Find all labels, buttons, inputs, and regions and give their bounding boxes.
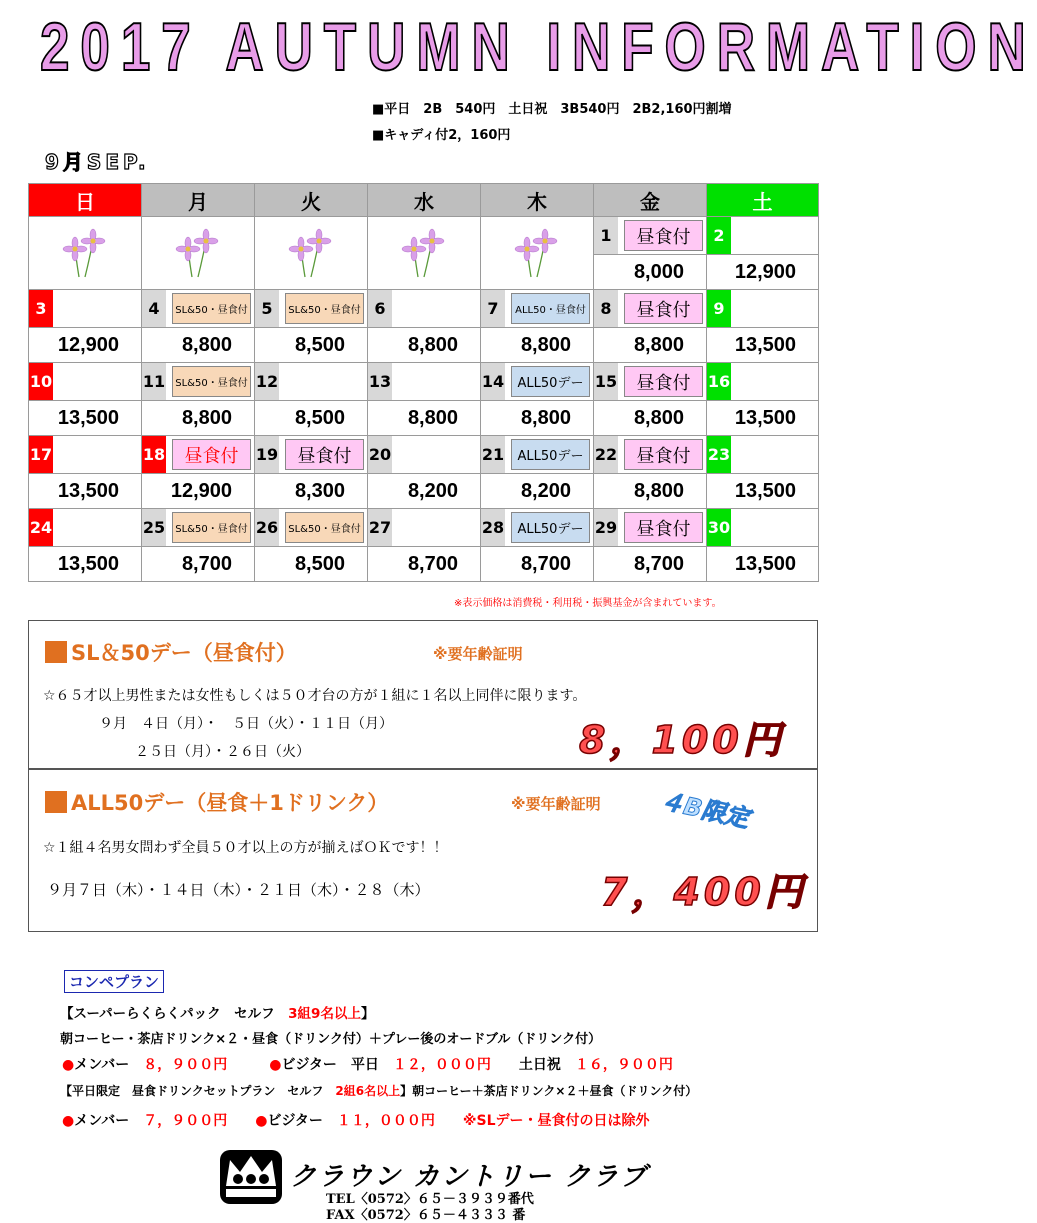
bullet-icon: ● [255,1113,268,1129]
day-cell [481,509,594,547]
day-number: 11 [142,363,166,400]
calendar [28,183,819,582]
plan1-title: 【スーパーらくらくパック セルフ 3組9名以上】 [60,1006,375,1022]
day-cell [29,363,142,401]
day-price: 13,500 [707,328,819,363]
day-cell [707,436,819,474]
day-header: 木 [481,184,594,217]
empty-day-cell [481,217,594,290]
day-number: 9 [707,290,731,327]
day-cell [29,290,142,328]
day-price: 8,800 [142,401,255,436]
day-price: 8,700 [142,547,255,582]
4b-limited-badge: ４B限定 [657,786,752,834]
day-price: 13,500 [707,474,819,509]
day-cell [594,436,707,474]
square-icon [45,791,67,813]
day-price: 8,200 [481,474,594,509]
cosmos-flower-icon [281,227,341,279]
sl50-section [28,620,818,770]
day-price: 13,500 [707,401,819,436]
day-cell [142,363,255,401]
compe-plan-title: コンペプラン [64,970,164,993]
empty-day-cell [255,217,368,290]
day-price: 8,000 [594,255,707,290]
day-number: 24 [29,509,53,546]
sl50-requirement: ※要年齢証明 [433,645,523,663]
empty-day-cell [368,217,481,290]
day-cell [481,290,594,328]
day-price: 8,800 [481,401,594,436]
day-price: 8,700 [481,547,594,582]
day-number: 15 [594,363,618,400]
day-cell [594,363,707,401]
day-number: 29 [594,509,618,546]
plan-badge: SL&50・昼食付 [172,366,251,397]
square-icon [45,641,67,663]
day-cell [481,436,594,474]
bullet-icon: ● [62,1057,75,1073]
day-cell [255,436,368,474]
month-label: 9月SEP. [45,150,150,174]
day-number: 27 [368,509,392,546]
plan-badge: SL&50・昼食付 [285,512,364,543]
plan-badge: 昼食付 [624,220,703,251]
plan-badge: 昼食付 [172,439,251,470]
day-cell [255,290,368,328]
all50-dates: ９月７日（木）・１４日（木）・２１日（木）・２８（木） [47,881,430,899]
sl50-heading: SL＆50デー（昼食付） [45,637,297,667]
plan1-description: 朝コーヒー・茶店ドリンク×２・昼食（ドリンク付）＋プレー後のオードブル（ドリンク付） [60,1032,602,1047]
plan-badge: SL&50・昼食付 [285,293,364,324]
all50-requirement: ※要年齢証明 [511,795,601,813]
plan-badge: 昼食付 [624,293,703,324]
plan-badge: 昼食付 [624,512,703,543]
plan-badge: 昼食付 [285,439,364,470]
all50-price: 7，400円 [601,870,807,914]
day-cell [707,509,819,547]
day-cell [142,436,255,474]
plan-badge: ALL50デー [511,366,590,397]
bullet-icon: ● [269,1057,282,1073]
day-price: 8,800 [594,474,707,509]
day-price: 8,800 [368,401,481,436]
day-header: 月 [142,184,255,217]
club-name: クラウン カントリー クラブ [290,1162,649,1192]
day-cell [594,217,707,255]
sl50-dates-1: ９月 ４日（月）・ ５日（火）・１１日（月） [99,716,393,732]
plan1-prices: ●メンバー ８，９００円 ●ビジター 平日 １２，０００円 土日祝 １６，９００円 [62,1057,673,1073]
plan-badge: ALL50デー [511,512,590,543]
day-price: 8,800 [142,328,255,363]
plan-badge: 昼食付 [624,366,703,397]
day-price: 8,800 [594,328,707,363]
cosmos-flower-icon [394,227,454,279]
plan-badge: SL&50・昼食付 [172,512,251,543]
plan2-prices: ●メンバー ７，９００円 ●ビジター １１，０００円 ※SLデー・昼食付の日は除外 [62,1113,650,1129]
day-cell [707,217,819,255]
day-number: 3 [29,290,53,327]
all50-description: ☆１組４名男女問わず全員５０才以上の方が揃えばＯＫです！！ [43,840,448,856]
day-cell [368,509,481,547]
day-number: 12 [255,363,279,400]
tax-note: ※表示価格は消費税・利用税・振興基金が含まれています。 [454,598,722,609]
day-number: 1 [594,217,618,254]
day-header: 火 [255,184,368,217]
day-number: 19 [255,436,279,473]
rate-info-line-1: ■平日 2B 540円 土日祝 3B540円 2B2,160円割増 [372,102,732,117]
day-price: 8,500 [255,547,368,582]
rate-info-line-2: ■キャディ付2，160円 [372,128,511,143]
club-fax: FAX〈0572〉６５－４３３３ 番 [326,1208,526,1223]
day-number: 25 [142,509,166,546]
plan2-title: 【平日限定 昼食ドリンクセットプラン セルフ 2組6名以上】朝コーヒー＋茶店ドリンク×２＋昼食（ドリンク付） [60,1084,698,1098]
all50-heading: ALL50デー（昼食＋1ドリンク） [45,787,388,817]
sl50-price: 8，100円 [579,718,785,762]
day-cell [594,290,707,328]
day-number: 28 [481,509,505,546]
day-price: 13,500 [707,547,819,582]
day-price: 8,300 [255,474,368,509]
plan-badge: ALL50デー [511,439,590,470]
day-cell [707,363,819,401]
day-number: 13 [368,363,392,400]
day-cell [368,363,481,401]
day-cell [29,436,142,474]
crown-logo-icon [218,1146,284,1206]
plan-badge: SL&50・昼食付 [172,293,251,324]
day-number: 22 [594,436,618,473]
day-number: 26 [255,509,279,546]
day-price: 12,900 [142,474,255,509]
day-cell [368,290,481,328]
sl50-description: ☆６５才以上男性または女性もしくは５０才台の方が１組に１名以上同伴に限ります。 [43,688,587,704]
day-number: 8 [594,290,618,327]
day-number: 17 [29,436,53,473]
day-price: 12,900 [29,328,142,363]
day-number: 20 [368,436,392,473]
day-price: 8,800 [481,328,594,363]
bullet-icon: ● [62,1113,75,1129]
day-cell [255,363,368,401]
empty-day-cell [142,217,255,290]
day-number: 16 [707,363,731,400]
day-cell [594,509,707,547]
day-price: 13,500 [29,547,142,582]
day-number: 30 [707,509,731,546]
day-cell [142,509,255,547]
day-price: 8,200 [368,474,481,509]
day-number: 18 [142,436,166,473]
day-cell [255,509,368,547]
day-cell [481,363,594,401]
plan-badge: 昼食付 [624,439,703,470]
day-number: 2 [707,217,731,254]
day-cell [368,436,481,474]
cosmos-flower-icon [507,227,567,279]
day-number: 6 [368,290,392,327]
plan-badge: ALL50・昼食付 [511,293,590,324]
day-number: 4 [142,290,166,327]
day-price: 13,500 [29,401,142,436]
cosmos-flower-icon [55,227,115,279]
cosmos-flower-icon [168,227,228,279]
day-header: 土 [707,184,819,217]
empty-day-cell [29,217,142,290]
day-header: 水 [368,184,481,217]
day-cell [707,290,819,328]
day-price: 12,900 [707,255,819,290]
day-number: 14 [481,363,505,400]
day-price: 8,500 [255,328,368,363]
sl50-dates-2: ２５日（月）・２６日（火） [135,744,310,760]
club-tel: TEL〈0572〉６５－３９３９番代 [326,1192,534,1207]
day-number: 21 [481,436,505,473]
day-price: 8,500 [255,401,368,436]
day-price: 8,700 [594,547,707,582]
day-price: 8,800 [368,328,481,363]
day-header: 日 [29,184,142,217]
day-header: 金 [594,184,707,217]
day-cell [142,290,255,328]
day-cell [29,509,142,547]
day-price: 8,700 [368,547,481,582]
day-number: 10 [29,363,53,400]
day-number: 7 [481,290,505,327]
day-price: 8,800 [594,401,707,436]
day-price: 13,500 [29,474,142,509]
day-number: 23 [707,436,731,473]
page-title: 2017 AUTUMN INFORMATION [40,9,1037,85]
day-number: 5 [255,290,279,327]
